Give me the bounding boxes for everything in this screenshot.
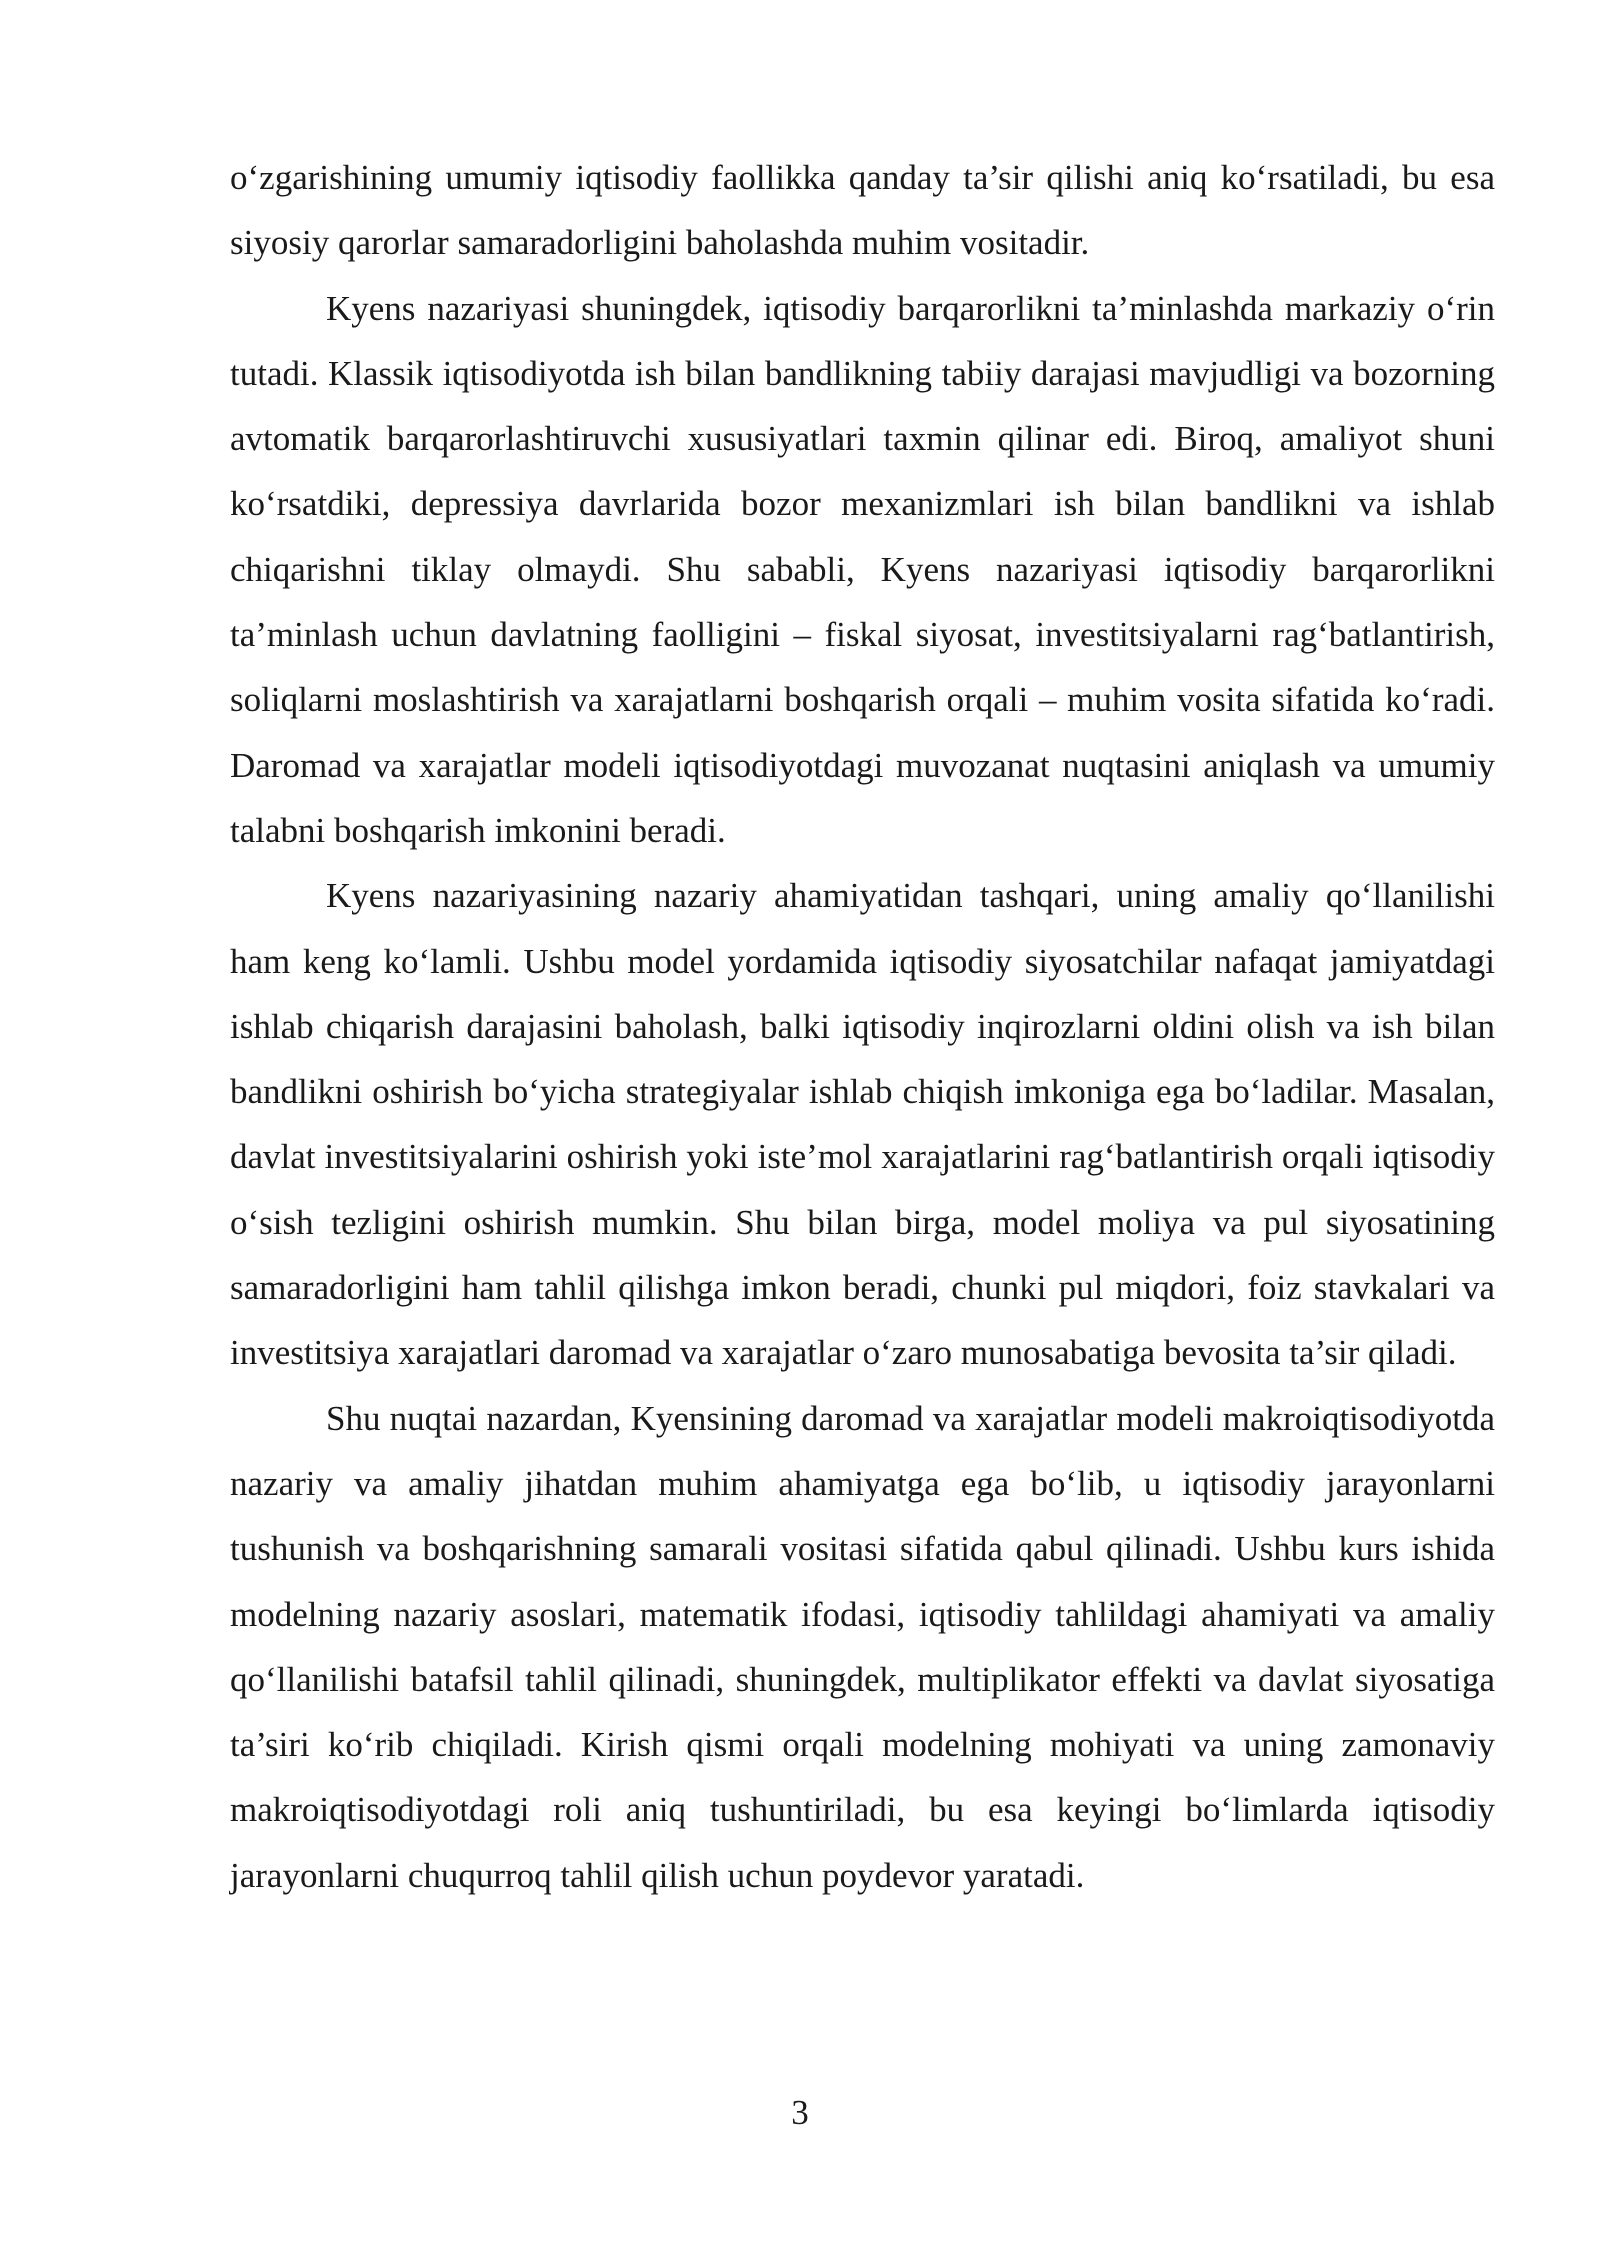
paragraph-conclusion: Shu nuqtai nazardan, Kyensining daromad va xarajatlar modeli makroiqtisodiyotda nazariy va amaliy jihatdan muhim ahamiyatga ega bo‘lib, u iqtisodiy jarayonlarni tushunish va boshqarishning samarali vositasi sifatida qabul qilinadi. Ushbu kurs ishida modelning nazariy asoslari, matematik ifodasi, iqtisodiy tahlildagi ahamiyati va amaliy qo‘llanilishi batafsil tahlil qilinadi, shuningdek, multiplikator effekti va davlat siyosatiga ta’siri ko‘rib chiqiladi. Kirish qismi orqali modelning mohiyati va uning zamonaviy makroiqtisodiyotdagi roli aniq tushuntiriladi, bu esa keyingi bo‘limlarda iqtisodiy jarayonlarni chuqurroq tahlil qilish uchun poydevor yaratadi. [230, 1398, 1495, 1895]
paragraph-practical-application: Kyens nazariyasining nazariy ahamiyatidan tashqari, uning amaliy qo‘llanilishi ham keng ko‘lamli. Ushbu model yordamida iqtisodiy siyosatchilar nafaqat jamiyatdagi ishlab chiqarish darajasini baholash, balki iqtisodiy inqirozlarni oldini olish va ish bilan bandlikni oshirish bo‘yicha strategiyalar ishlab chiqish imkoniga ega bo‘ladilar. Masalan, davlat investitsiyalarini oshirish yoki iste’mol xarajatlarini rag‘batlantirish orqali iqtisodiy o‘sish tezligini oshirish mumkin. Shu bilan birga, model moliya va pul siyosatining samaradorligini ham tahlil qilishga imkon beradi, chunki pul miqdori, foiz stavkalari va investitsiya xarajatlari daromad va xarajatlar o‘zaro munosabatiga bevosita ta’sir qiladi. [230, 876, 1495, 1373]
paragraph-stability: Kyens nazariyasi shuningdek, iqtisodiy barqarorlikni ta’minlashda markaziy o‘rin tutadi. Klassik iqtisodiyotda ish bilan bandlikning tabiiy darajasi mavjudligi va bozorning avtomatik barqarorlashtiruvchi xususiyatlari taxmin qilinar edi. Biroq, amaliyot shuni ko‘rsatdiki, depressiya davrlarida bozor mexanizmlari ish bilan bandlikni va ishlab chiqarishni tiklay olmaydi. Shu sababli, Kyens nazariyasi iqtisodiy barqarorlikni ta’minlash uchun davlatning faolligini – fiskal siyosat, investitsiyalarni rag‘batlantirish, soliqlarni moslashtirish va xarajatlarni boshqarish orqali – muhim vosita sifatida ko‘radi. Daromad va xarajatlar modeli iqtisodiyotdagi muvozanat nuqtasini aniqlash va umumiy talabni boshqarish imkonini beradi. [230, 288, 1495, 850]
paragraph-continuation: o‘zgarishining umumiy iqtisodiy faollikka qanday ta’sir qilishi aniq ko‘rsatiladi, bu esa siyosiy qarorlar samaradorligini baholashda muhim vositadir. [230, 158, 1495, 263]
page-number: 3 [791, 2093, 809, 2132]
body-text [230, 145, 1495, 1908]
